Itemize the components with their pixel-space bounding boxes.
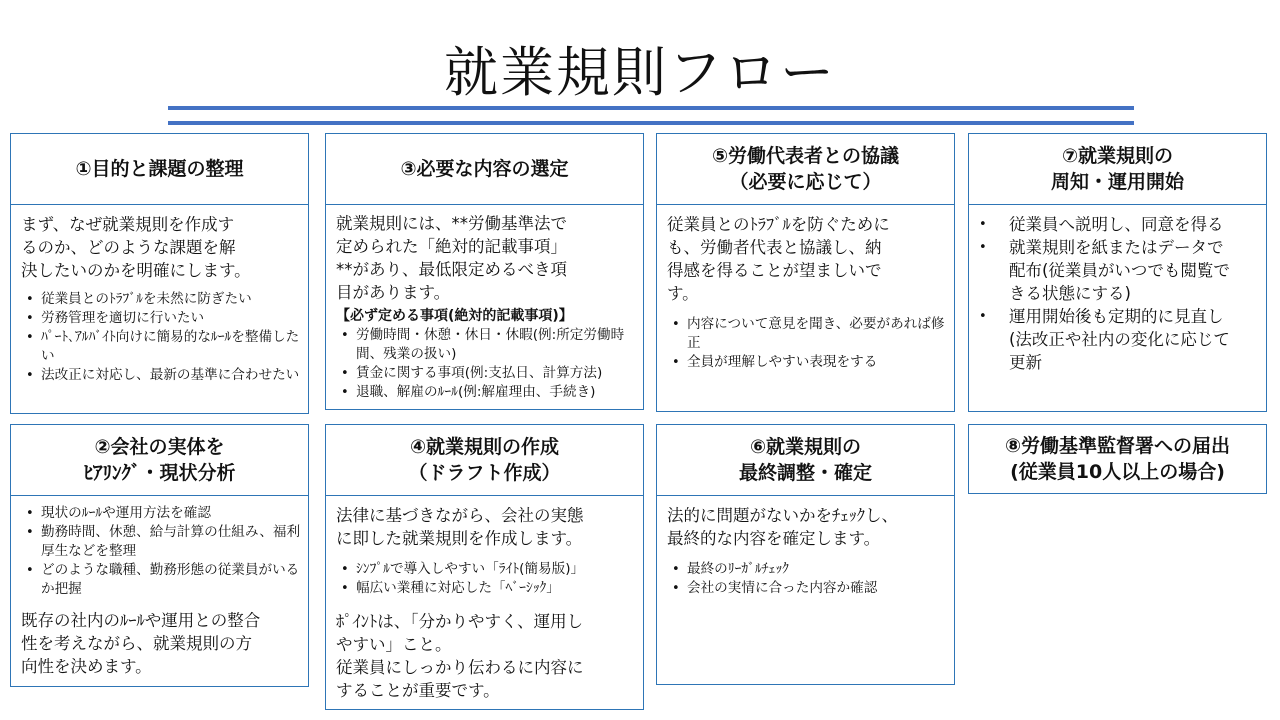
step6-header-line: ⑥就業規則の xyxy=(749,436,862,458)
step5-header xyxy=(657,134,954,204)
step2-closing-line: 向性を決めます。 xyxy=(21,657,152,676)
step4-header xyxy=(326,425,643,495)
step2-closing-line: 既存の社内のﾙｰﾙや運用との整合 xyxy=(21,611,261,630)
step2-bullet: • 現状のﾙｰﾙや運用方法を確認 xyxy=(21,504,302,523)
step7-header-line: ⑦就業規則の xyxy=(1061,145,1174,167)
step5-intro-line: 従業員とのﾄﾗﾌﾞﾙを防ぐために xyxy=(667,215,890,234)
step1-intro-line: まず、なぜ就業規則を作成す xyxy=(21,215,235,234)
step5-header-line: ⑤労働代表者との協議 xyxy=(711,145,900,167)
step6-intro-line: 最終的な内容を確定します。 xyxy=(667,529,881,548)
step7-bullet: • 従業員へ説明し、同意を得る xyxy=(969,213,1236,236)
step2-header-line: ﾋｱﾘﾝｸﾞ・現状分析 xyxy=(83,462,236,484)
step2-bullet-list xyxy=(21,504,302,599)
step2-body-box xyxy=(10,495,309,687)
step8-header xyxy=(969,425,1266,493)
step6-header xyxy=(657,425,954,495)
step1-intro xyxy=(21,213,302,282)
step4-header-line: ④就業規則の作成 xyxy=(409,436,560,458)
step8-header-line: (従業員10人以上の場合) xyxy=(1010,461,1225,483)
step5-bullet-list xyxy=(667,315,950,372)
step5-intro-line: 得感を得ることが望ましいで xyxy=(667,261,882,280)
step1-header: ①目的と課題の整理 xyxy=(75,158,244,180)
step1-bullet: • ﾊﾟｰﾄ､ｱﾙﾊﾞｲﾄ向けに簡易的なﾙｰﾙを整備したい xyxy=(21,328,302,366)
step5-body-box xyxy=(656,204,955,412)
step6-body-box xyxy=(656,495,955,685)
step7-body-box xyxy=(968,204,1267,412)
step5-intro-line: す。 xyxy=(667,284,699,303)
step2-bullet: • どのような職種、勤務形態の従業員がいるか把握 xyxy=(21,561,302,599)
step4-bullet: • ｼﾝﾌﾟﾙで導入しやすい「ﾗｲﾄ(簡易版)」 xyxy=(336,560,639,579)
step2-closing-line: 性を考えながら、就業規則の方 xyxy=(21,634,252,653)
step3-intro-line: 就業規則には、**労働基準法で xyxy=(336,214,567,233)
step8-box xyxy=(968,424,1267,494)
step2-header-line: ②会社の実体を xyxy=(94,436,225,458)
step4-closing-line: することが重要です。 xyxy=(336,681,500,700)
step1-intro-line: 決したいのかを明確にします。 xyxy=(21,261,251,280)
step3-header: ③必要な内容の選定 xyxy=(400,158,569,180)
step3-header-box xyxy=(325,133,644,205)
step3-subheading: 【必ず定める事項(絶対的記載事項)】 xyxy=(336,308,573,324)
step6-header-box xyxy=(656,424,955,496)
step4-intro xyxy=(336,504,639,550)
step4-intro-line: 法律に基づきながら、会社の実態 xyxy=(336,506,584,525)
step2-bullet: • 勤務時間、休憩、給与計算の仕組み、福利厚生などを整理 xyxy=(21,523,302,561)
step1-bullet: • 法改正に対応し、最新の基準に合わせたい xyxy=(21,366,302,385)
step1-header-box xyxy=(10,133,309,205)
step7-header xyxy=(969,134,1266,204)
step3-intro-line: **があり、最低限定めるべき項 xyxy=(336,260,567,279)
step4-closing xyxy=(336,610,639,702)
title-underline-bottom xyxy=(168,121,1134,125)
step3-intro-line: 目があります。 xyxy=(336,283,451,302)
step4-closing-line: 従業員にしっかり伝わるに内容に xyxy=(336,658,584,677)
step4-intro-line: に即した就業規則を作成します。 xyxy=(336,529,583,548)
step2-header xyxy=(11,425,308,495)
step7-bullet-list xyxy=(969,213,1236,374)
step3-bullet: • 賃金に関する事項(例:支払日、計算方法) xyxy=(336,364,641,383)
step7-bullet: • 運用開始後も定期的に見直し(法改正や社内の変化に応じて更新 xyxy=(969,305,1236,374)
step4-bullet-list xyxy=(336,560,639,598)
step1-bullet: • 従業員とのﾄﾗﾌﾞﾙを未然に防ぎたい xyxy=(21,290,302,309)
step4-bullet: • 幅広い業種に対応した「ﾍﾞｰｼｯｸ」 xyxy=(336,579,639,598)
step5-bullet: • 内容について意見を聞き、必要があれば修正 xyxy=(667,315,950,353)
step1-intro-line: るのか、どのような課題を解 xyxy=(21,238,236,257)
step4-header-line: （ドラフト作成） xyxy=(408,462,561,484)
step8-header-line: ⑧労働基準監督署への届出 xyxy=(1004,435,1231,457)
step3-bullet-list xyxy=(336,326,641,402)
step2-header-box xyxy=(10,424,309,496)
step5-intro-line: も、労働者代表と協議し、納 xyxy=(667,238,882,257)
title-underline-top xyxy=(168,106,1134,110)
step6-header-line: 最終調整・確定 xyxy=(738,462,872,484)
step5-intro xyxy=(667,213,950,305)
step3-intro xyxy=(336,212,641,304)
step3-bullet: • 労働時間・休憩・休日・休暇(例:所定労働時間、残業の扱い) xyxy=(336,326,641,364)
step6-intro-line: 法的に問題がないかをﾁｪｯｸし、 xyxy=(667,506,898,525)
step7-header-box xyxy=(968,133,1267,205)
step6-bullet-list xyxy=(667,560,950,598)
step6-bullet: • 会社の実情に合った内容か確認 xyxy=(667,579,950,598)
step1-bullet-list xyxy=(21,290,302,385)
step6-bullet: • 最終のﾘｰｶﾞﾙﾁｪｯｸ xyxy=(667,560,950,579)
step4-closing-line: やすい」こと。 xyxy=(336,635,452,654)
step7-bullet: • 就業規則を紙またはデータで配布(従業員がいつでも閲覧できる状態にする) xyxy=(969,236,1236,305)
step3-body-box xyxy=(325,204,644,410)
page-title: 就業規則フロー xyxy=(444,41,836,104)
step5-bullet: • 全員が理解しやすい表現をする xyxy=(667,353,950,372)
step3-intro-line: 定められた「絶対的記載事項」 xyxy=(336,237,567,256)
step1-body-box xyxy=(10,204,309,414)
step5-header-line: （必要に応じて） xyxy=(729,171,882,193)
step7-header-line: 周知・運用開始 xyxy=(1050,171,1184,193)
step5-header-box xyxy=(656,133,955,205)
step1-bullet: • 労務管理を適切に行いたい xyxy=(21,309,302,328)
step2-closing xyxy=(21,609,302,678)
step3-bullet: • 退職、解雇のﾙｰﾙ(例:解雇理由、手続き) xyxy=(336,383,641,402)
step4-header-box xyxy=(325,424,644,496)
step4-closing-line: ﾎﾟｲﾝﾄは、「分かりやすく、運用し xyxy=(336,612,584,631)
step4-body-box xyxy=(325,495,644,710)
step6-intro xyxy=(667,504,950,550)
